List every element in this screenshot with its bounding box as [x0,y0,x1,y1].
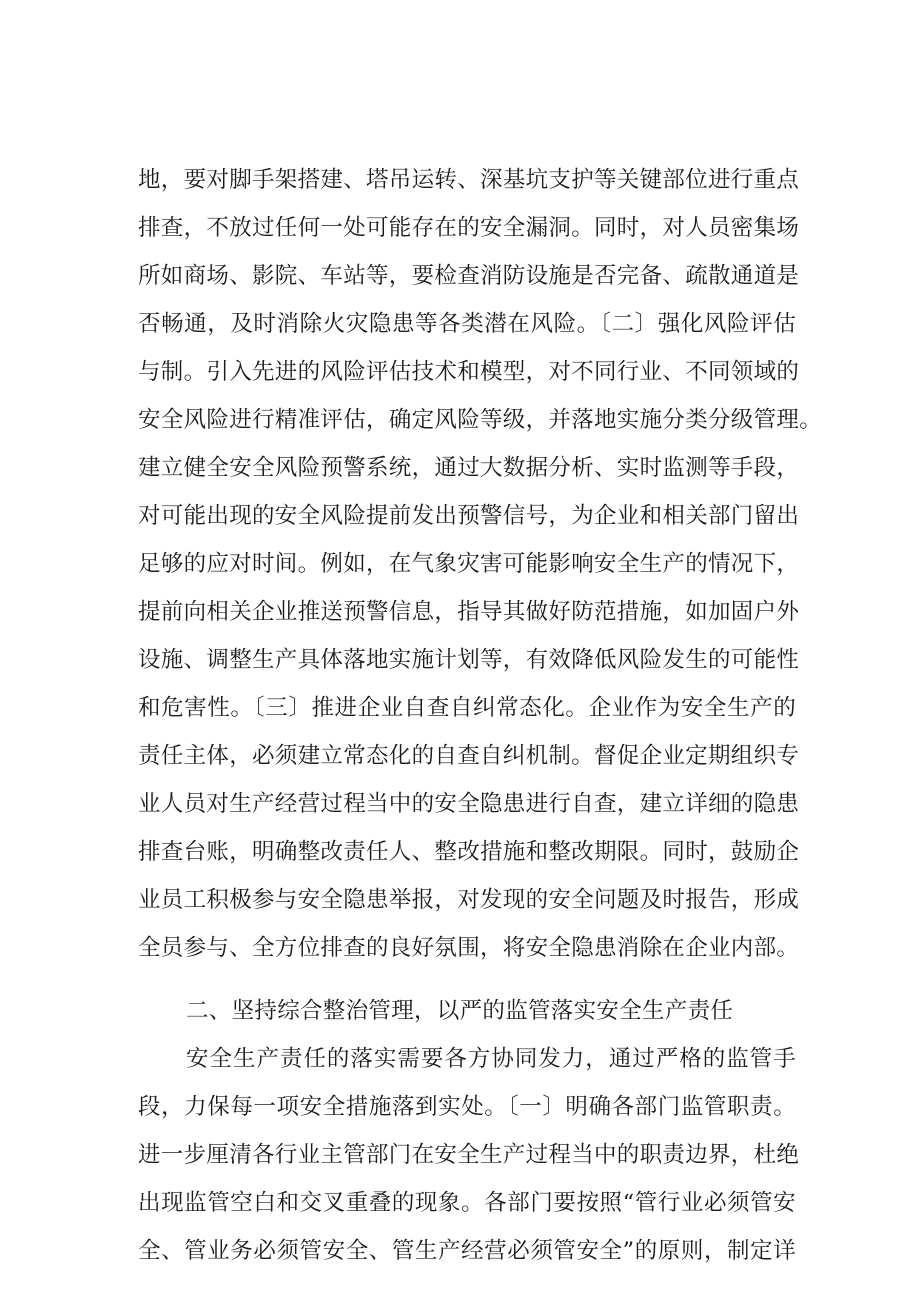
body-line: 业人员对生产经营过程当中的安全隐患进行自查，建立详细的隐患 [138,791,800,817]
body-line: 和危害性。〔三〕推进企业自查自纠常态化。企业作为安全生产的 [138,695,796,721]
body-line: 提前向相关企业推送预警信息，指导其做好防范措施，如加固户外 [138,599,800,625]
body-line: 地，要对脚手架搭建、塔吊运转、深基坑支护等关键部位进行重点 [138,167,800,193]
body-line: 否畅通，及时消除火灾隐患等各类潜在风险。〔二〕强化风险评估 [138,311,796,337]
body-line: 建立健全安全风险预警系统，通过大数据分析、实时监测等手段， [138,455,800,481]
body-line: 对可能出现的安全风险提前发出预警信号，为企业和相关部门留出 [138,503,800,529]
body-line: 所如商场、影院、车站等，要检查消防设施是否完备、疏散通道是 [138,263,800,289]
body-line: 业员工积极参与安全隐患举报，对发现的安全问题及时报告，形成 [138,887,800,913]
body-line: 安全风险进行精准评估，确定风险等级，并落地实施分类分级管理。 [138,407,823,433]
section-heading: 二、坚持综合整治管理，以严的监管落实安全生产责任 [186,998,734,1024]
body-line: 责任主体，必须建立常态化的自查自纠机制。督促企业定期组织专 [138,743,800,769]
body-line: 进一步厘清各行业主管部门在安全生产过程当中的职责边界，杜绝 [138,1142,800,1168]
body-line: 排查台账，明确整改责任人、整改措施和整改期限。同时，鼓励企 [138,839,800,865]
body-line: 全员参与、全方位排查的良好氛围，将安全隐患消除在企业内部。 [138,935,800,961]
body-line: 全、管业务必须管安全、管生产经营必须管安全”的原则，制定详 [138,1238,796,1264]
body-line: 段，力保每一项安全措施落到实处。〔一〕明确各部门监管职责。 [138,1094,796,1120]
body-line: 与制。引入先进的风险评估技术和模型，对不同行业、不同领域的 [138,359,800,385]
body-line: 安全生产责任的落实需要各方协同发力，通过严格的监管手 [186,1046,796,1072]
body-line: 足够的应对时间。例如，在气象灾害可能影响安全生产的情况下， [138,551,800,577]
body-line: 出现监管空白和交叉重叠的现象。各部门要按照“管行业必须管安 [138,1190,796,1216]
body-line: 设施、调整生产具体落地实施计划等，有效降低风险发生的可能性 [138,647,800,673]
body-line: 排查，不放过任何一处可能存在的安全漏洞。同时，对人员密集场 [138,215,800,241]
